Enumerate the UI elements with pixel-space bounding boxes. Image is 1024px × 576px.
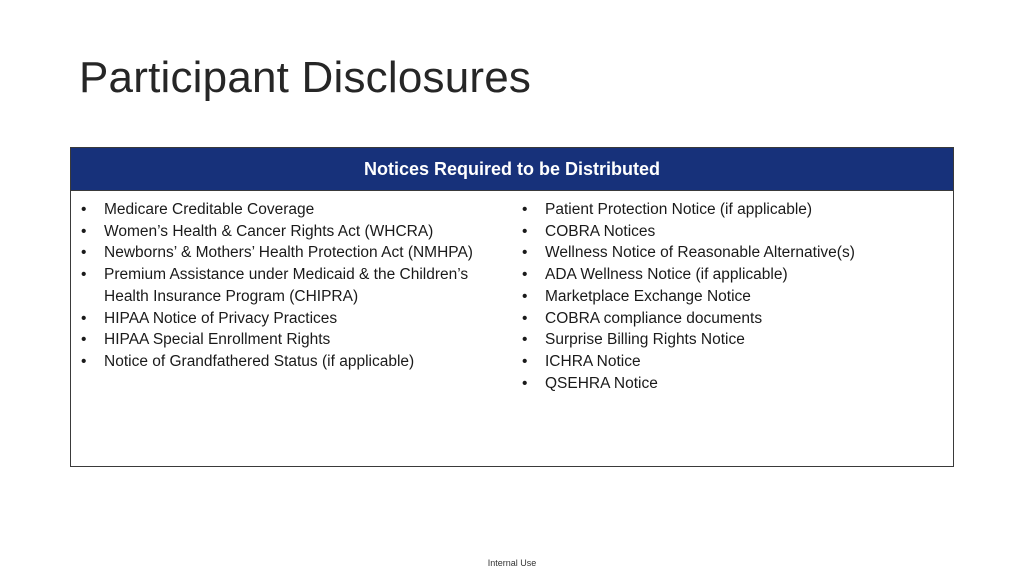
bullet-icon: •	[81, 331, 87, 349]
bullet-icon: •	[81, 222, 87, 240]
bullet-icon: •	[522, 374, 528, 392]
list-item	[79, 329, 509, 351]
list-item	[520, 351, 940, 373]
bullet-icon: •	[522, 287, 528, 305]
list-item-label: Women’s Health & Cancer Rights Act (WHCRA)	[104, 222, 434, 240]
notices-table	[70, 147, 954, 467]
list-item-label: ICHRA Notice	[545, 352, 641, 370]
list-item-label: Medicare Creditable Coverage	[104, 201, 315, 218]
list-item	[520, 329, 940, 351]
list-item	[520, 264, 940, 286]
list-item-label: Patient Protection Notice (if applicable)	[545, 201, 813, 218]
bullet-icon: •	[522, 352, 528, 370]
bullet-icon: •	[81, 266, 87, 284]
list-item	[79, 221, 509, 243]
bullet-icon: •	[522, 266, 528, 284]
list-item	[79, 199, 509, 221]
list-item	[79, 264, 509, 307]
list-item	[520, 199, 940, 221]
bullet-icon: •	[522, 244, 528, 262]
list-item	[520, 308, 940, 330]
list-item-label: Surprise Billing Rights Notice	[545, 331, 745, 349]
list-item	[520, 286, 940, 308]
list-item	[79, 242, 509, 264]
table-header: Notices Required to be Distributed	[71, 148, 953, 191]
list-item	[520, 242, 940, 264]
page-title: Participant Disclosures	[79, 53, 532, 102]
list-item-label: Premium Assistance under Medicaid & the Children’s Health Insurance Program (CHIPRA)	[104, 266, 469, 305]
list-item	[79, 308, 509, 330]
list-item-label: Newborns’ & Mothers’ Health Protection Act (NMHPA)	[104, 244, 473, 262]
list-item-label: HIPAA Notice of Privacy Practices	[104, 309, 338, 327]
list-item-label: Marketplace Exchange Notice	[545, 287, 751, 305]
bullet-icon: •	[522, 331, 528, 349]
table-body	[71, 191, 953, 394]
list-item	[520, 221, 940, 243]
list-item-label: ADA Wellness Notice (if applicable)	[545, 266, 788, 284]
bullet-icon: •	[81, 244, 87, 262]
footer-label: Internal Use	[487, 558, 537, 568]
left-notices-list	[79, 199, 509, 394]
list-item	[79, 351, 509, 373]
bullet-icon: •	[81, 352, 87, 370]
bullet-icon: •	[81, 309, 87, 327]
right-notices-list	[520, 199, 940, 394]
list-item	[520, 373, 940, 395]
bullet-icon: •	[522, 222, 528, 240]
list-item-label: COBRA compliance documents	[545, 309, 763, 327]
list-item-label: HIPAA Special Enrollment Rights	[104, 331, 331, 349]
bullet-icon: •	[81, 201, 87, 218]
list-item-label: COBRA Notices	[545, 222, 656, 240]
list-item-label: Notice of Grandfathered Status (if applicable)	[104, 352, 415, 370]
bullet-icon: •	[522, 201, 528, 218]
bullet-icon: •	[522, 309, 528, 327]
list-item-label: Wellness Notice of Reasonable Alternative(s)	[545, 244, 855, 262]
list-item-label: QSEHRA Notice	[545, 374, 658, 392]
